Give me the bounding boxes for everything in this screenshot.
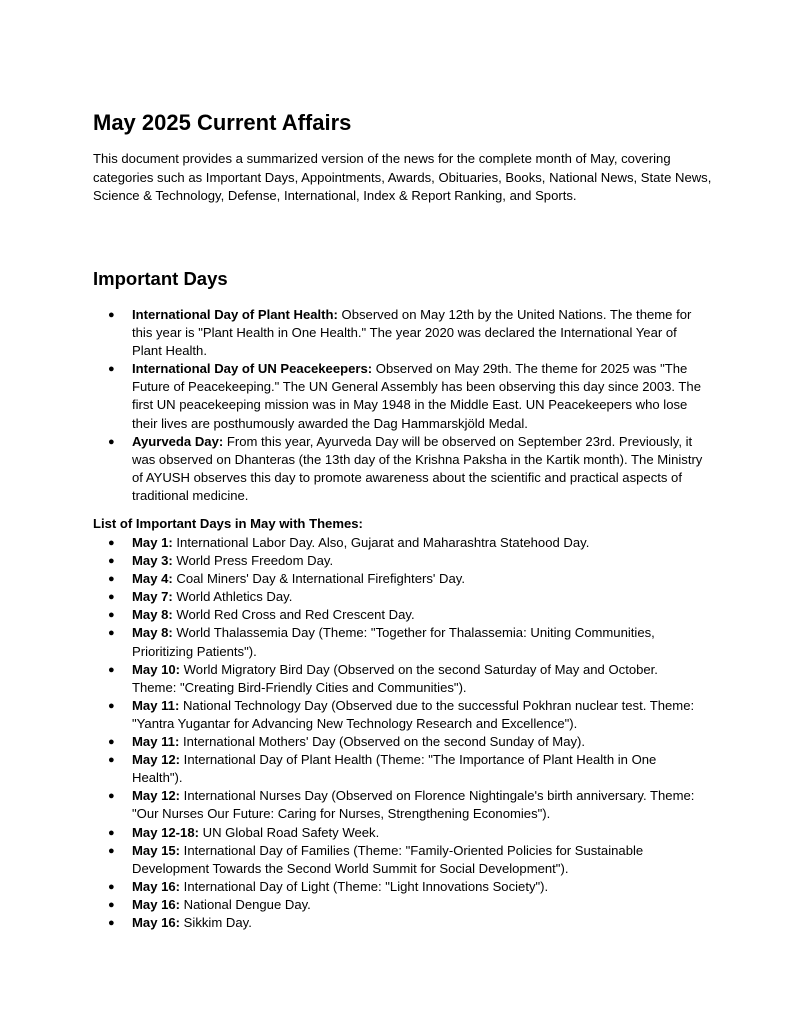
- intro-paragraph: This document provides a summarized version of the news for the complete month of May, covering categories such as Important Days, Appointments, Awards, Obituaries, Books, National News, State News, Science & Technology, Defense, International, Index & Report Ranking, and Sports.: [93, 151, 712, 204]
- item-text: National Dengue Day.: [180, 896, 311, 912]
- item-term: May 12-18:: [132, 824, 199, 840]
- item-text: International Day of Plant Health (Theme: "The Importance of Plant Health in One Health").: [132, 752, 657, 786]
- item-term: May 8:: [132, 607, 173, 623]
- page-title: May 2025 Current Affairs: [93, 110, 352, 135]
- item-term: May 12:: [132, 788, 181, 804]
- list-item: [93, 588, 703, 606]
- bullet-icon: ●: [108, 898, 115, 911]
- bullet-icon: ●: [108, 916, 115, 929]
- item-text: World Press Freedom Day.: [172, 553, 334, 569]
- item-text: National Technology Day (Observed due to the successful Pokhran nuclear test. Theme: "Yantra Yugantar for Advancing New Technology Research and Excellence").: [132, 697, 695, 731]
- item-term: May 7:: [132, 589, 173, 605]
- item-term: May 12:: [132, 752, 181, 768]
- item-text: World Athletics Day.: [172, 589, 293, 605]
- bullet-icon: ●: [108, 627, 115, 640]
- list-item: [93, 624, 703, 660]
- item-text: International Labor Day. Also, Gujarat and Maharashtra Statehood Day.: [172, 535, 590, 550]
- bullet-icon: ●: [108, 435, 115, 448]
- item-text: From this year, Ayurveda Day will be observed on September 23rd. Previously, it was observed on Dhanteras (the 13th day of the Krishna Paksha in the Kartik month). The Ministry of AYUSH observes this day to promote awareness about the scientific and practical aspects of traditional medicine.: [132, 433, 703, 503]
- bullet-icon: ●: [108, 363, 115, 376]
- list-item: [93, 697, 703, 733]
- item-term: May 4:: [132, 571, 173, 587]
- bullet-icon: ●: [108, 826, 115, 839]
- bullet-icon: ●: [108, 555, 115, 568]
- item-term: May 10:: [132, 661, 181, 677]
- item-text: Coal Miners' Day & International Firefighters' Day.: [172, 571, 465, 587]
- bullet-icon: ●: [108, 537, 115, 549]
- bullet-icon: ●: [108, 591, 115, 604]
- section-heading-important-days: Important Days: [93, 268, 228, 289]
- list-item: [93, 661, 703, 697]
- item-term: May 1:: [132, 535, 173, 550]
- item-term: May 16:: [132, 914, 181, 930]
- list-item: [93, 552, 703, 570]
- list-item: [93, 914, 703, 932]
- item-text: World Red Cross and Red Crescent Day.: [172, 607, 415, 623]
- list-item: [93, 606, 703, 624]
- bullet-icon: ●: [108, 790, 115, 803]
- list-item: [93, 824, 703, 842]
- may-days-heading: List of Important Days in May with Themes:: [93, 516, 363, 531]
- list-item: [93, 433, 703, 505]
- item-text: International Nurses Day (Observed on Florence Nightingale's birth anniversary. Theme: "Our Nurses Our Future: Caring for Nurses, Strengthening Economies").: [132, 788, 695, 822]
- item-term: May 15:: [132, 842, 181, 858]
- item-term: International Day of Plant Health:: [132, 307, 338, 322]
- item-term: May 3:: [132, 553, 173, 569]
- bullet-icon: ●: [108, 736, 115, 749]
- item-text: World Migratory Bird Day (Observed on the second Saturday of May and October. Theme: "Creating Bird-Friendly Cities and Communities").: [132, 661, 658, 695]
- list-item: [93, 842, 703, 878]
- list-item: [93, 534, 703, 552]
- bullet-icon: ●: [108, 754, 115, 767]
- bullet-icon: ●: [108, 609, 115, 622]
- item-text: Observed on May 29th. The theme for 2025 was "The Future of Peacekeeping." The UN General Assembly has been observing this day since 2003. The first UN peacekeeping mission was in May 1948 in the Middle East. UN Peacekeepers who lose their lives are posthumously awarded the Dag Hammarskjöld Medal.: [132, 361, 701, 431]
- bullet-icon: ●: [108, 844, 115, 857]
- item-term: International Day of UN Peacekeepers:: [132, 361, 373, 377]
- item-text: International Mothers' Day (Observed on the second Sunday of May).: [179, 734, 586, 750]
- item-term: May 16:: [132, 878, 181, 894]
- list-item: [93, 787, 703, 823]
- item-term: May 8:: [132, 625, 173, 641]
- bullet-icon: ●: [108, 699, 115, 712]
- bullet-icon: ●: [108, 880, 115, 893]
- list-item: [93, 733, 703, 751]
- item-term: May 11:: [132, 697, 180, 713]
- list-item: [93, 306, 703, 360]
- important-days-list: [93, 306, 703, 505]
- item-text: Observed on May 12th by the United Nations. The theme for this year is "Plant Health in One Health." The year 2020 was declared the International Year of Plant Health.: [132, 307, 692, 359]
- item-term: Ayurveda Day:: [132, 433, 224, 449]
- list-item: [93, 570, 703, 588]
- item-text: International Day of Families (Theme: "Family-Oriented Policies for Sustainable Development Towards the Second World Summit for Social Development").: [132, 842, 644, 876]
- may-days-list: [93, 534, 703, 932]
- item-text: Sikkim Day.: [180, 914, 252, 930]
- item-term: May 16:: [132, 896, 181, 912]
- item-text: UN Global Road Safety Week.: [198, 824, 380, 840]
- bullet-icon: ●: [108, 663, 115, 676]
- bullet-icon: ●: [108, 573, 115, 586]
- list-item: [93, 360, 703, 432]
- list-item: [93, 751, 703, 787]
- bullet-icon: ●: [108, 309, 115, 321]
- list-item: [93, 878, 703, 896]
- item-term: May 11:: [132, 734, 180, 750]
- item-text: World Thalassemia Day (Theme: "Together for Thalassemia: Uniting Communities, Prioritizing Patients").: [132, 625, 655, 659]
- list-item: [93, 896, 703, 914]
- item-text: International Day of Light (Theme: "Light Innovations Society").: [180, 878, 549, 894]
